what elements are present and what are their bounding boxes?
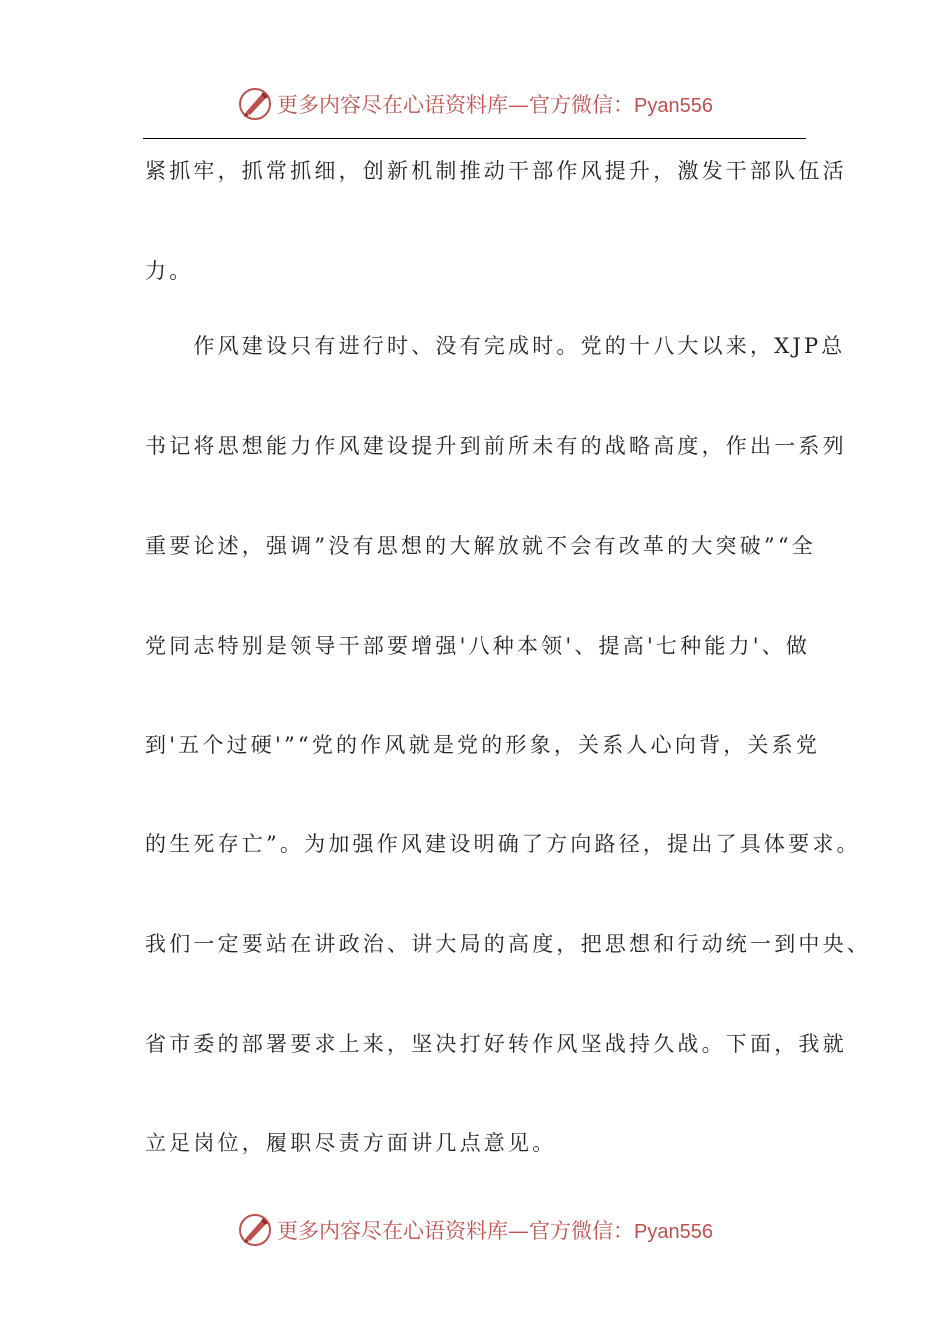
header-banner bbox=[0, 84, 950, 124]
body-line-9: 我们一定要站在讲政治、讲大局的高度，把思想和行动统一到中央、 bbox=[145, 932, 871, 956]
body-line-10: 省市委的部署要求上来，坚决打好转作风坚战持久战。下面，我就 bbox=[145, 1032, 847, 1056]
body-line-11: 立足岗位，履职尽责方面讲几点意见。 bbox=[145, 1131, 557, 1155]
header-banner-text bbox=[277, 89, 713, 119]
footer-banner bbox=[0, 1210, 950, 1250]
pen-logo-icon bbox=[237, 1212, 273, 1248]
footer-banner-cjk: 更多内容尽在心语资料库—官方微信： bbox=[277, 1219, 635, 1243]
body-line-6: 党同志特别是领导干部要增强'八种本领'、提高'七种能力'、做 bbox=[145, 634, 811, 658]
body-line-7: 到'五个过硬'”“党的作风就是党的形象，关系人心向背，关系党 bbox=[145, 733, 821, 757]
header-divider bbox=[143, 138, 806, 139]
body-line-2: 力。 bbox=[145, 259, 194, 283]
pen-logo-icon bbox=[237, 86, 273, 122]
header-banner-cjk: 更多内容尽在心语资料库—官方微信： bbox=[277, 93, 635, 117]
footer-banner-wechat-id: Pyan556 bbox=[634, 1221, 713, 1243]
footer-banner-text bbox=[277, 1215, 713, 1245]
body-line-8: 的生死存亡”。为加强作风建设明确了方向路径，提出了具体要求。 bbox=[145, 832, 861, 856]
body-line-1: 紧抓牢，抓常抓细，创新机制推动干部作风提升，激发干部队伍活 bbox=[145, 159, 847, 183]
body-line-5: 重要论述，强调”没有思想的大解放就不会有改革的大突破”“全 bbox=[145, 534, 817, 558]
header-banner-wechat-id: Pyan556 bbox=[634, 95, 713, 117]
body-line-4: 书记将思想能力作风建设提升到前所未有的战略高度，作出一系列 bbox=[145, 434, 847, 458]
body-line-3: 作风建设只有进行时、没有完成时。党的十八大以来，XJP总 bbox=[145, 334, 846, 358]
